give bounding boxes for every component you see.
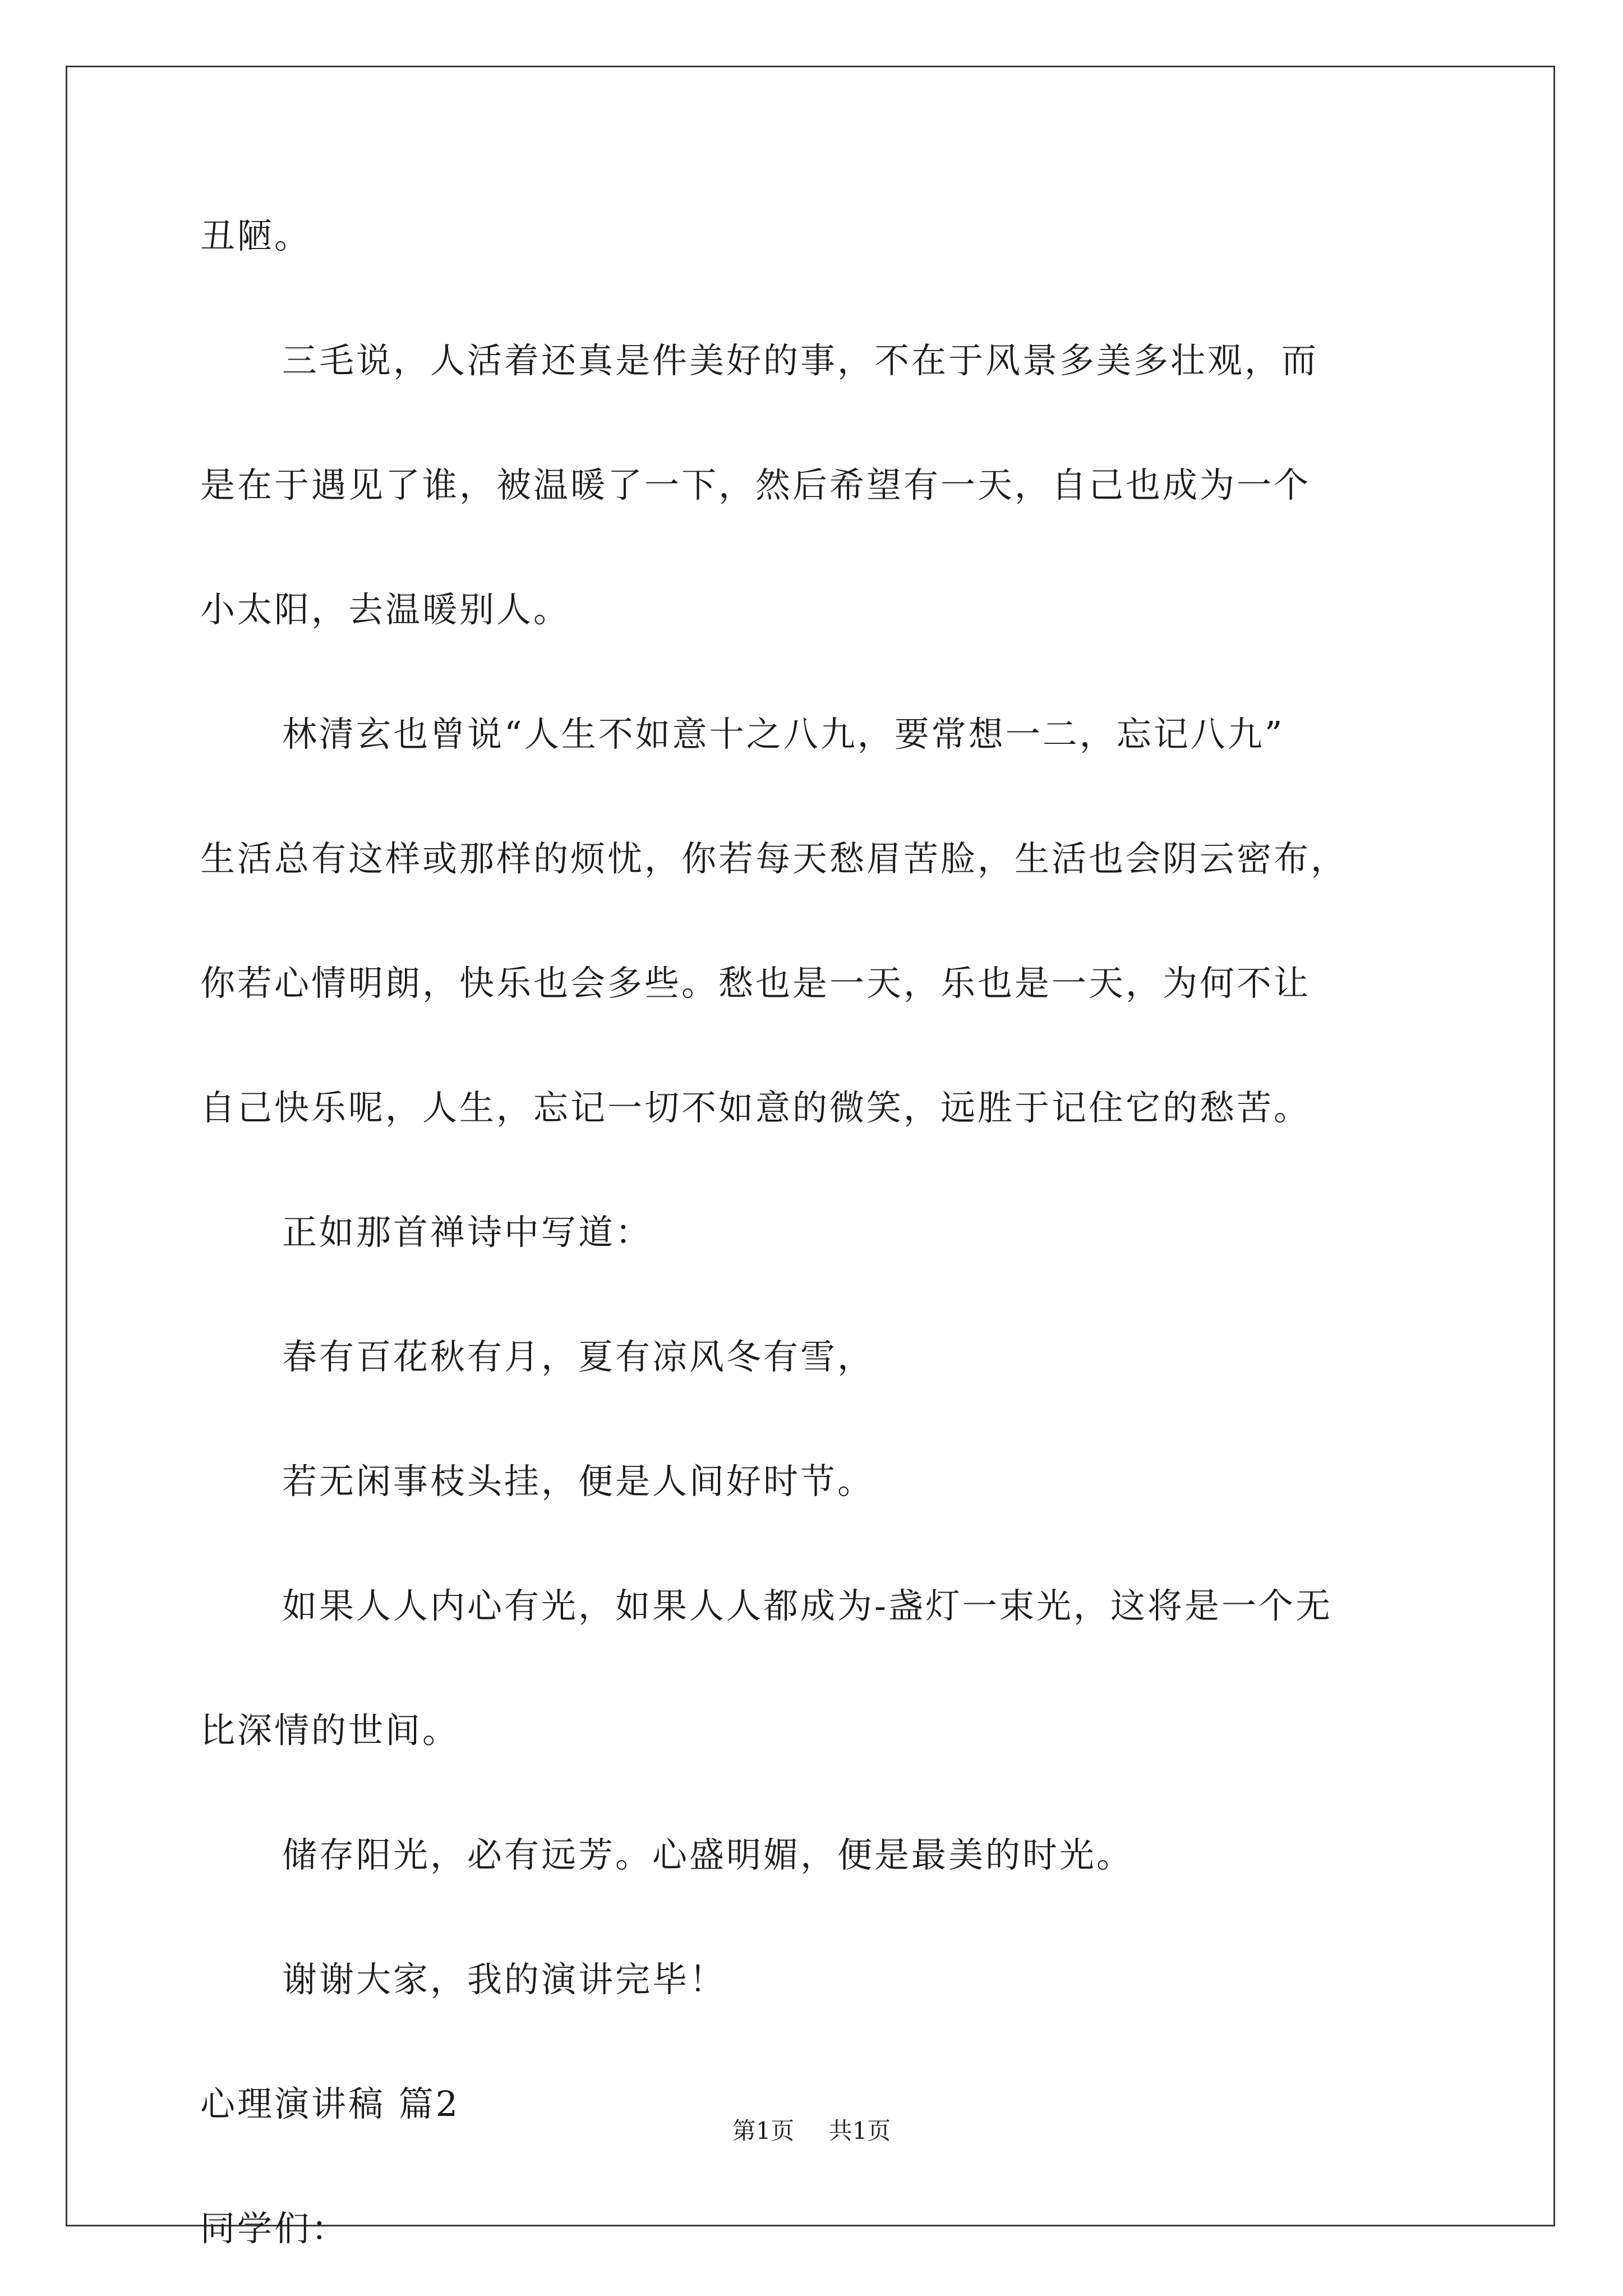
poem-line: 春有百花秋有月，夏有凉风冬有雪，: [282, 1336, 875, 1377]
text-line: 三毛说，人活着还真是件美好的事，不在于风景多美多壮观，而: [282, 340, 1319, 381]
text-line: 比深情的世间。: [200, 1710, 460, 1751]
text-line: 小太阳，去温暖别人。: [200, 589, 571, 630]
text-line: 是在于遇见了谁，被温暖了一下，然后希望有一天，自己也成为一个: [200, 464, 1311, 505]
text-line: 储存阳光，必有远芳。心盛明媚，便是最美的时光。: [282, 1834, 1134, 1875]
text-line: 你若心情明朗，快乐也会多些。愁也是一天，乐也是一天，为何不让: [200, 963, 1311, 1004]
poem-line: 若无闲事枝头挂，便是人间好时节。: [282, 1461, 875, 1502]
text-line: 如果人人内心有光，如果人人都成为-盏灯一束光，这将是一个无: [282, 1585, 1332, 1626]
text-line: 林清玄也曾说“人生不如意十之八九，要常想一二，忘记八九”: [282, 714, 1285, 754]
page-footer: [0, 2119, 1623, 2143]
page-number-current: 第1页: [732, 2117, 795, 2145]
page-number-total: 共1页: [828, 2117, 891, 2145]
text-line: 自己快乐呢，人生，忘记一切不如意的微笑，远胜于记住它的愁苦。: [200, 1087, 1311, 1128]
section-heading: 心理演讲稿 篇2: [200, 2083, 460, 2124]
text-line: 正如那首禅诗中写道：: [282, 1212, 653, 1253]
text-line: 谢谢大家，我的演讲完毕！: [282, 1959, 727, 2000]
text-line: 生活总有这样或那样的烦忧，你若每天愁眉苦脸，生活也会阴云密布，: [200, 838, 1348, 879]
text-line: 丑陋。: [200, 215, 312, 256]
page-border: [66, 66, 1555, 2226]
salutation: 同学们：: [200, 2208, 349, 2249]
